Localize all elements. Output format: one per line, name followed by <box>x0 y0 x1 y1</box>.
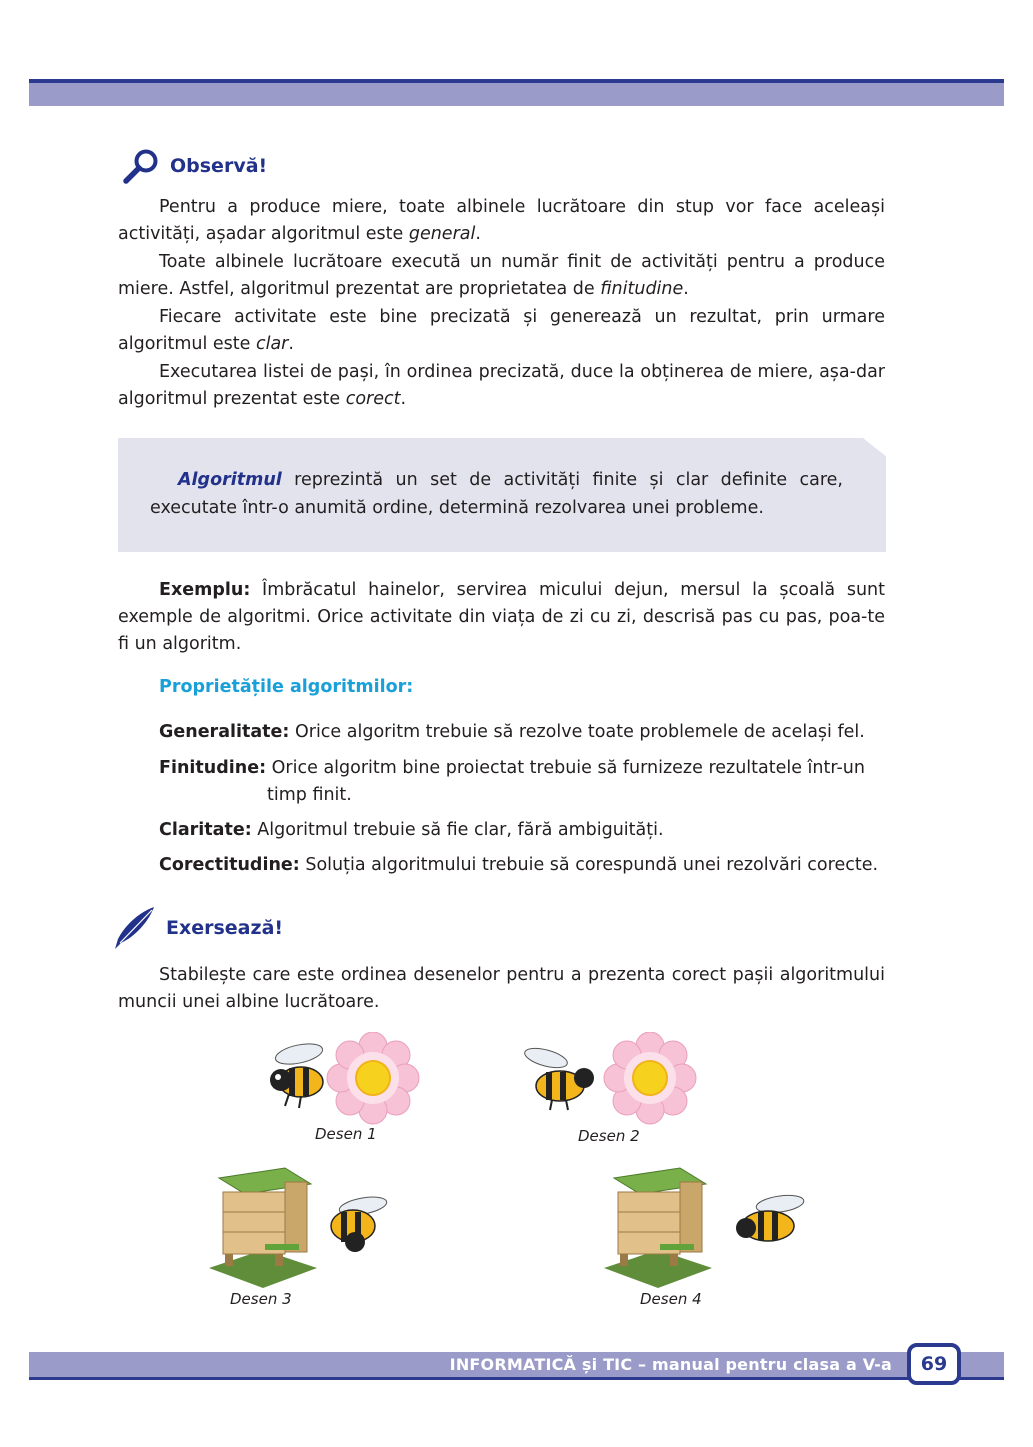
property-finiteness: Finitudine: Orice algoritm bine proiectat trebuie să furnizeze rezultatele într-un timp finit. <box>159 758 865 805</box>
beehive-illustration <box>209 1168 317 1288</box>
page-number: 69 <box>907 1343 961 1385</box>
drawing-3-hive-and-bee <box>205 1162 405 1290</box>
property-generality: Generalitate: Orice algoritm trebuie să rezolve toate problemele de același fel. <box>159 722 865 742</box>
top-header-band <box>29 79 1004 106</box>
exercise-title: Exersează! <box>166 917 284 939</box>
quill-pen-icon <box>112 905 156 951</box>
magnifier-icon <box>122 148 160 184</box>
property-correctness: Corectitudine: Soluția algoritmului trebuie să corespundă unei rezolvări corecte. <box>159 855 879 875</box>
observe-paragraph-4: Executarea listei de pași, în ordinea precizată, duce la obținerea de miere, așa-dar algoritmul prezentat este corect. <box>118 362 885 409</box>
observe-paragraph-3: Fiecare activitate este bine precizată și generează un rezultat, prin urmare algoritmul este clar. <box>118 307 885 354</box>
properties-heading: Proprietățile algoritmilor: <box>159 677 414 697</box>
bee-illustration <box>523 1045 594 1110</box>
book-title: INFORMATICĂ și TIC – manual pentru clasa a V-a <box>449 1355 892 1374</box>
caption-drawing-4: Desen 4 <box>640 1290 702 1308</box>
observe-title: Observă! <box>170 155 268 177</box>
drawing-4-hive-and-bee <box>600 1162 815 1290</box>
caption-drawing-3: Desen 3 <box>230 1290 292 1308</box>
bee-illustration <box>270 1040 324 1108</box>
exercise-paragraph: Stabilește care este ordinea desenelor pentru a prezenta corect pașii algoritmului muncii unei albine lucrătoare. <box>118 965 885 1012</box>
bee-illustration <box>331 1194 388 1252</box>
example-label: Exemplu: <box>159 580 251 600</box>
flower-illustration <box>604 1032 696 1124</box>
observe-paragraph-1: Pentru a produce miere, toate albinele lucrătoare din stup vor face aceleași activități, așadar algoritmul este general. <box>118 197 885 244</box>
drawing-1-bee-and-flower <box>255 1032 425 1127</box>
property-clarity: Claritate: Algoritmul trebuie să fie clar, fără ambiguități. <box>159 820 664 840</box>
beehive-illustration <box>604 1168 712 1288</box>
bee-illustration <box>736 1193 805 1241</box>
definition-term: Algoritmul <box>178 470 282 490</box>
drawing-2-bee-and-flower <box>518 1032 698 1127</box>
flower-illustration <box>327 1032 419 1124</box>
observe-paragraph-2: Toate albinele lucrătoare execută un număr finit de activități pentru a produce miere. Astfel, algoritmul prezentat are proprietatea de finitudine. <box>118 252 885 299</box>
caption-drawing-2: Desen 2 <box>578 1127 640 1145</box>
example-paragraph: Exemplu: Îmbrăcatul hainelor, servirea micului dejun, mersul la școală sunt exemple de algoritmi. Orice activitate din viața de zi cu zi, descrisă pas cu pas, poa-te fi un algoritm. <box>118 580 885 654</box>
exercise-heading <box>112 905 283 951</box>
definition-text: Algoritmul reprezintă un set de activități finite și clar definite care, executate într-o anumită ordine, determină rezolvarea unei probleme. <box>150 470 843 518</box>
observe-heading <box>122 148 267 184</box>
caption-drawing-1: Desen 1 <box>315 1125 377 1143</box>
